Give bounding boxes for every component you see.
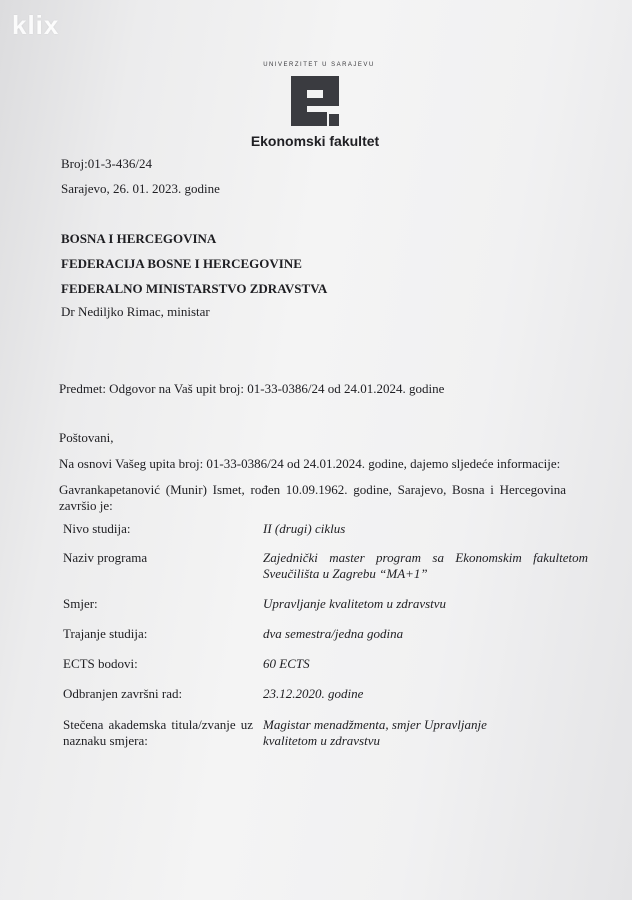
detail-label-direction: Smjer: xyxy=(63,596,98,611)
recipient-line-1: BOSNA I HERCEGOVINA xyxy=(61,231,217,246)
detail-value-level: II (drugi) ciklus xyxy=(263,521,346,536)
subject-line: Predmet: Odgovor na Vaš upit broj: 01-33-0386/24 od 24.01.2024. godine xyxy=(59,381,445,396)
detail-value-direction: Upravljanje kvalitetom u zdravstvu xyxy=(263,596,447,611)
intro-paragraph: Na osnovi Vašeg upita broj: 01-33-0386/24 od 24.01.2024. godine, dajemo sljedeće informacije: xyxy=(59,456,561,471)
detail-label-duration: Trajanje studija: xyxy=(63,626,148,641)
detail-label-ects: ECTS bodovi: xyxy=(63,656,138,671)
university-name: UNIVERZITET U SARAJEVU xyxy=(263,62,375,68)
salutation: Poštovani, xyxy=(59,430,114,445)
detail-label-title: Stečena akademska titula/zvanje uz naznaku smjera: xyxy=(63,717,253,748)
faculty-logo-icon xyxy=(291,76,339,126)
detail-value-program: Zajednički master program sa Ekonomskim fakultetom Sveučilišta u Zagrebu “MA+1” xyxy=(263,550,588,581)
reference-number: Broj:01-3-436/24 xyxy=(61,156,152,171)
faculty-name: Ekonomski fakultet xyxy=(250,133,380,149)
detail-value-duration: dva semestra/jedna godina xyxy=(263,626,404,641)
detail-value-title: Magistar menadžmenta, smjer Upravljanje kvalitetom u zdravstvu xyxy=(263,717,487,748)
detail-value-thesis: 23.12.2020. godine xyxy=(263,686,364,701)
klix-watermark: klix xyxy=(12,10,60,40)
recipient-line-2: FEDERACIJA BOSNE I HERCEGOVINE xyxy=(61,256,302,271)
detail-label-level: Nivo studija: xyxy=(63,521,131,536)
detail-label-program: Naziv programa xyxy=(63,550,148,565)
recipient-line-3: FEDERALNO MINISTARSTVO ZDRAVSTVA xyxy=(61,281,328,296)
place-date: Sarajevo, 26. 01. 2023. godine xyxy=(61,181,220,196)
detail-value-ects: 60 ECTS xyxy=(263,656,310,671)
recipient-line-4: Dr Nediljko Rimac, ministar xyxy=(61,304,210,319)
person-paragraph: Gavrankapetanović (Munir) Ismet, rođen 10.09.1962. godine, Sarajevo, Bosna i Hercegovina završio je: xyxy=(59,482,566,513)
detail-label-thesis: Odbranjen završni rad: xyxy=(63,686,183,701)
